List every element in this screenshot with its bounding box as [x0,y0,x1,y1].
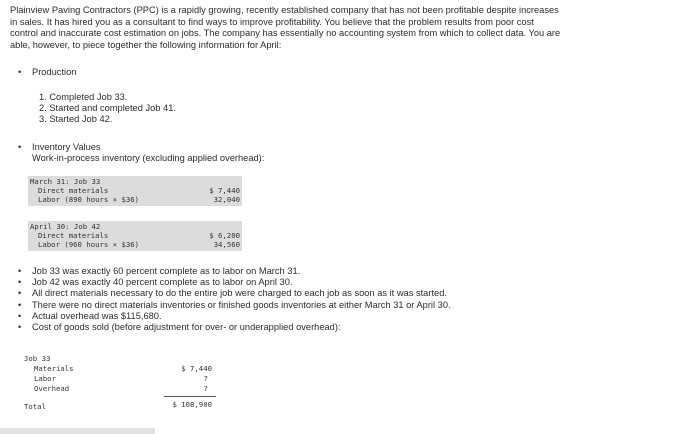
list-item: 3. Started Job 42. [39,114,113,125]
list-item: • There were no direct materials inventories or finished goods inventories at either March 31 or April 30. [18,299,451,310]
bullet-icon: • [18,310,22,321]
intro-line: in sales. It has hired you as a consultant to find ways to improve profitability. You believe that the problem results from poor cost [10,16,534,27]
production-list [39,92,176,126]
intro-line: Plainview Paving Contractors (PPC) is a rapidly growing, recently established company that has not been profitable despite increases [10,5,559,15]
march-labor-value: 32,040 [213,195,240,204]
april-labor-value: 34,560 [213,240,240,249]
production-heading-text: Production [32,67,77,77]
april-box-title: April 30: Job 42 [30,222,101,231]
april-materials-label: Direct materials [38,231,109,240]
list-item: • All direct materials necessary to do the entire job were charged to each job as soon as it was started. [18,288,447,299]
cogs-total-value: $ 108,900 [172,400,212,409]
list-item: • Job 33 was exactly 60 percent complete as to labor on March 31. [18,266,301,276]
list-item: • Cost of goods sold (before adjustment for over- or underapplied overhead): [18,322,341,333]
cogs-labor-label: Labor [34,374,56,383]
inventory-heading [18,142,264,164]
inventory-heading-text: Inventory Values [32,142,101,152]
cogs-table [22,354,222,416]
bullet-icon: • [18,266,22,276]
list-item: • Job 42 was exactly 40 percent complete as to labor on April 30. [18,277,293,288]
cogs-labor-value: ? [203,374,208,383]
bullet-icon: • [18,299,22,310]
bullet-icon: • [18,288,22,299]
bullet-icon: • [18,322,22,333]
intro-paragraph [10,5,692,51]
cogs-total-rule [164,396,216,397]
list-item: 2. Started and completed Job 41. [39,103,176,114]
facts-list [18,266,451,333]
list-item: • Actual overhead was $115,680. [18,310,162,321]
march-labor-label: Labor (890 hours × $36) [38,195,140,204]
cogs-total-label: Total [24,402,46,411]
april-inventory-box [28,221,242,251]
bullet-icon: • [18,277,22,288]
march-box-title: March 31: Job 33 [30,177,101,186]
cogs-materials-value: $ 7,440 [181,364,212,373]
april-labor-label: Labor (960 hours × $36) [38,240,140,249]
cogs-materials-label: Materials [34,364,74,373]
inventory-subheading: Work-in-process inventory (excluding applied overhead): [32,153,265,164]
cogs-overhead-label: Overhead [34,384,70,393]
cutoff-strip [0,428,155,434]
march-inventory-box [28,176,242,206]
intro-line: control and inaccurate cost estimation on jobs. The company has essentially no accounting system from which to collect data. You are [10,28,561,39]
cogs-title: Job 33 [24,354,51,363]
bullet-icon: • [18,67,22,77]
march-materials-label: Direct materials [38,186,109,195]
production-heading [18,67,76,77]
april-materials-value: $ 6,200 [209,231,240,240]
march-materials-value: $ 7,440 [209,186,240,195]
cogs-overhead-value: ? [203,384,208,393]
intro-line: able, however, to piece together the following information for April: [10,39,282,50]
bullet-icon: • [18,142,22,152]
list-item: 1. Completed Job 33. [39,92,128,102]
